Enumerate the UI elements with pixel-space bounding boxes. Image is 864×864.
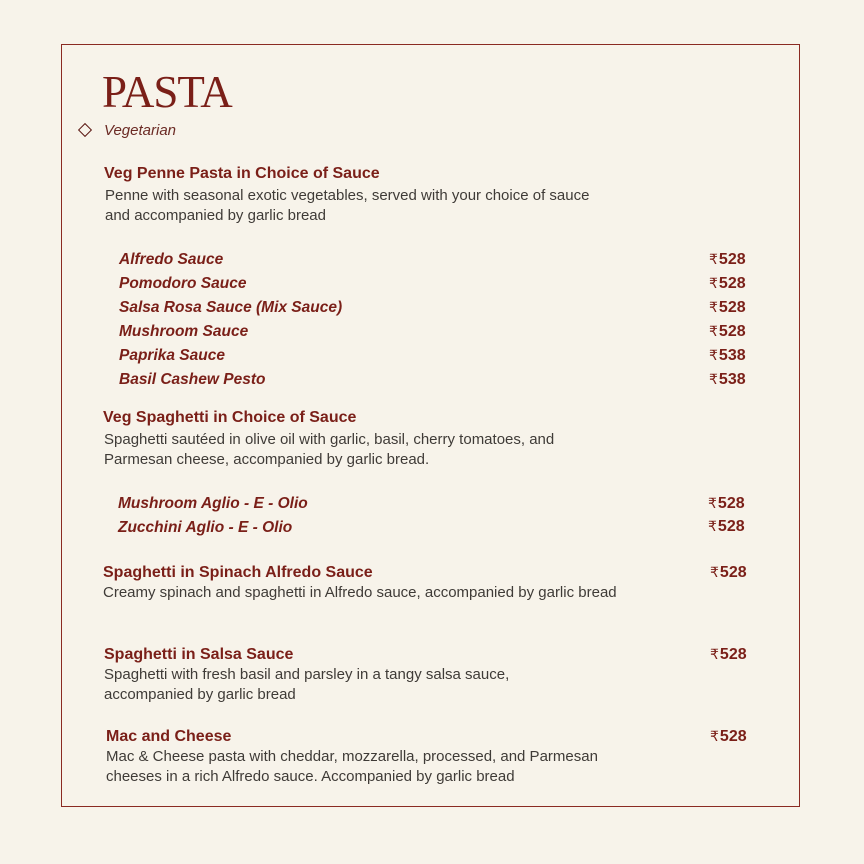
dish-price (710, 728, 747, 746)
rupee-symbol: ₹ (709, 323, 718, 339)
sauce-option: Salsa Rosa Sauce (Mix Sauce) (119, 299, 343, 316)
rupee-symbol: ₹ (710, 728, 719, 744)
sauce-option: Pomodoro Sauce (119, 275, 247, 292)
sauce-option: Zucchini Aglio - E - Olio (118, 519, 293, 536)
price-value: 528 (717, 495, 745, 512)
dish-name: Mac and Cheese (106, 728, 232, 745)
rupee-symbol: ₹ (708, 495, 717, 511)
dish-description: Spaghetti with fresh basil and parsley in a tangy salsa sauce, accompanied by garlic bread (104, 666, 510, 703)
price-value: 528 (719, 646, 747, 663)
rupee-symbol: ₹ (709, 299, 718, 315)
option-price (709, 251, 746, 269)
dish-description: Spaghetti sautéed in olive oil with garlic, basil, cherry tomatoes, and Parmesan cheese, accompanied by garlic bread. (104, 431, 555, 468)
dish-description: Penne with seasonal exotic vegetables, served with your choice of sauce and accompanied by garlic bread (105, 187, 590, 224)
price-value: 528 (719, 728, 747, 745)
dish-description: Creamy spinach and spaghetti in Alfredo sauce, accompanied by garlic bread (103, 584, 617, 601)
rupee-symbol: ₹ (709, 371, 718, 387)
dish-name: Veg Penne Pasta in Choice of Sauce (104, 165, 380, 182)
option-price (709, 275, 746, 293)
option-price (709, 347, 746, 365)
dish-name: Spaghetti in Salsa Sauce (104, 646, 294, 663)
option-price (708, 495, 745, 513)
sauce-option: Basil Cashew Pesto (119, 371, 266, 388)
sauce-option: Paprika Sauce (119, 347, 225, 364)
dish-name: Spaghetti in Spinach Alfredo Sauce (103, 564, 373, 581)
price-value: 528 (717, 518, 745, 535)
option-price (709, 371, 746, 389)
price-value: 528 (718, 251, 746, 268)
sauce-option: Mushroom Aglio - E - Olio (118, 495, 308, 512)
price-value: 528 (718, 299, 746, 316)
sauce-option: Mushroom Sauce (119, 323, 249, 340)
sauce-option: Alfredo Sauce (119, 251, 224, 268)
vegetarian-label: Vegetarian (104, 122, 176, 139)
rupee-symbol: ₹ (709, 251, 718, 267)
rupee-symbol: ₹ (710, 646, 719, 662)
option-price (708, 518, 745, 536)
price-value: 528 (719, 564, 747, 581)
rupee-symbol: ₹ (710, 564, 719, 580)
price-value: 538 (718, 371, 746, 388)
dish-price (710, 646, 747, 664)
dish-description: Mac & Cheese pasta with cheddar, mozzarella, processed, and Parmesan cheeses in a rich Alfredo sauce. Accompanied by garlic bread (106, 748, 598, 785)
rupee-symbol: ₹ (709, 347, 718, 363)
price-value: 538 (718, 347, 746, 364)
option-price (709, 299, 746, 317)
dish-name: Veg Spaghetti in Choice of Sauce (103, 409, 357, 426)
menu-title: PASTA (102, 67, 232, 117)
price-value: 528 (718, 275, 746, 292)
rupee-symbol: ₹ (709, 275, 718, 291)
rupee-symbol: ₹ (708, 518, 717, 534)
price-value: 528 (718, 323, 746, 340)
option-price (709, 323, 746, 341)
dish-price (710, 564, 747, 582)
